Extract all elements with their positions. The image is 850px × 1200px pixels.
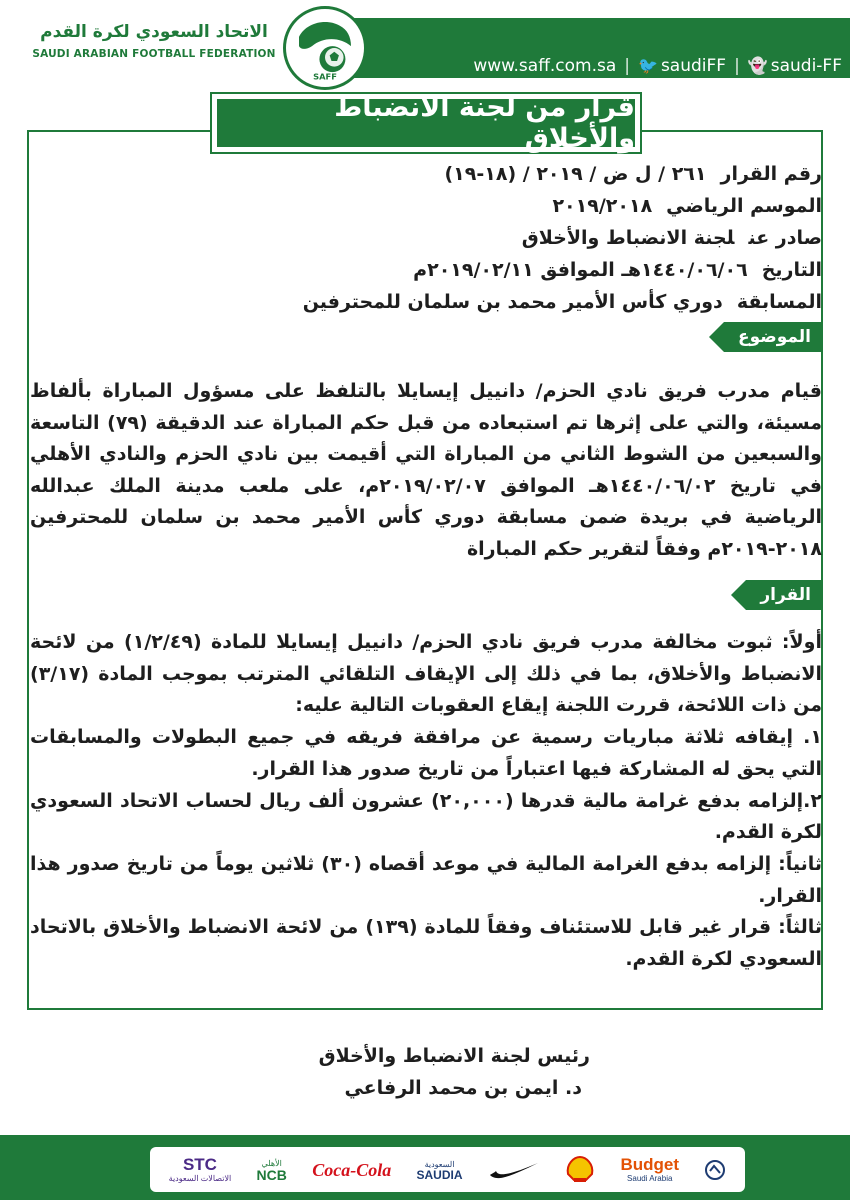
decision-tab: القرار — [746, 580, 823, 610]
meta-row — [302, 286, 822, 318]
federation-name-en: SAUDI ARABIAN FOOTBALL FEDERATION — [32, 48, 276, 60]
snapchat-link[interactable] — [748, 56, 842, 76]
sponsor-saudia — [417, 1159, 463, 1181]
meta-value: ٢٠١٩/٢٠١٨ — [552, 195, 653, 217]
sponsor-stc — [169, 1156, 232, 1183]
meta-value: لجنة الانضباط والأخلاق — [521, 227, 735, 249]
subject-text: قيام مدرب فريق نادي الحزم/ دانييل إيسايلا بالتلفظ على مسؤول المباراة بألفاظ مسيئة، والتي على إثرها تم استبعاده من قبل حكم المباراة عند الدقيقة (٧٩) التاسعة والسبعين من الشوط الثاني من المباراة التي أقيمت بين نادي الحزم والنادي الأهلي في تاريخ ١٤٤٠/٠٦/٠٢هـ الموافق ٢٠١٩/٠٢/٠٧م، على ملعب مدينة الملك عبدالله الرياضية في بريدة ضمن مسابقة دوري كأس الأمير محمد بن سلمان للمحترفين ٢٠١٨-٢٠١٩م وفقاً لتقرير حكم المباراة — [30, 380, 822, 560]
meta-value: دوري كأس الأمير محمد بن سلمان للمحترفين — [302, 291, 723, 313]
meta-value: ١٤٤٠/٠٦/٠٦هـ الموافق ٢٠١٩/٠٢/١١م — [413, 259, 748, 281]
sponsor-budget-sub: Saudi Arabia — [627, 1174, 673, 1183]
sponsor-saudia-ar: السعودية — [424, 1159, 455, 1169]
falcon-ball-icon — [286, 9, 364, 87]
document-title-box — [210, 92, 642, 154]
meta-row — [302, 158, 822, 190]
meta-label: المسابقة — [736, 291, 822, 313]
signature-block — [250, 1040, 590, 1104]
nike-swoosh-icon — [488, 1159, 540, 1181]
divider: | — [734, 56, 740, 76]
decision-paragraph: ثانياً: إلزامه بدفع الغرامة المالية في موعد أقصاه (٣٠) ثلاثين يوماً من تاريخ صدور هذا القرار. — [30, 852, 823, 907]
sponsor-emblem-icon — [704, 1159, 726, 1181]
meta-row — [302, 222, 822, 254]
sponsor-saudia-label: SAUDIA — [416, 1167, 463, 1182]
sponsor-ncb — [257, 1158, 287, 1182]
sponsor-coca-cola: Coca-Cola — [312, 1159, 392, 1180]
sponsor-bar — [150, 1147, 745, 1192]
decision-paragraph: ١. إيقافه ثلاثة مباريات رسمية عن مرافقة فريقه في جميع البطولات والمسابقات التي يحق له المشاركة فيها اعتباراً من تاريخ صدور هذا القرار. — [30, 726, 822, 780]
federation-name-ar: الاتحاد السعودي لكرة القدم — [40, 22, 268, 42]
header-links — [473, 36, 842, 96]
twitter-handle: saudiFF — [660, 56, 727, 76]
sponsor-ncb-label: NCB — [256, 1166, 287, 1183]
meta-row — [302, 190, 822, 222]
saff-logo — [283, 6, 367, 90]
header-contact-bar — [300, 18, 850, 78]
website-link[interactable]: www.saff.com.sa — [473, 56, 617, 76]
decision-paragraph: ثالثاً: قرار غير قابل للاستئناف وفقاً للمادة (١٣٩) من لائحة الانضباط والأخلاق بالاتحاد السعودي لكرة القدم. — [30, 916, 822, 971]
federation-name — [30, 22, 278, 60]
decision-paragraph: ٢.إلزامه بدفع غرامة مالية قدرها (٢٠,٠٠٠) عشرون ألف ريال لحساب الاتحاد السعودي لكرة القدم. — [30, 789, 822, 844]
document-title: قرار من لجنة الانضباط والأخلاق — [217, 99, 635, 147]
meta-label: صادر عن — [748, 227, 822, 249]
meta-value: ٢٦١ / ل ض / ٢٠١٩ / (١٨-١٩) — [444, 163, 707, 185]
signatory-name: د. ايمن بن محمد الرفاعي — [344, 1077, 582, 1099]
signatory-title: رئيس لجنة الانضباط والأخلاق — [318, 1045, 590, 1067]
sponsor-budget — [620, 1156, 679, 1183]
meta-label: رقم القرار — [720, 163, 822, 185]
shell-logo-icon — [565, 1156, 595, 1184]
subject-tab: الموضوع — [724, 322, 823, 352]
twitter-bird-icon: 🐦 — [638, 56, 658, 75]
decision-metadata — [302, 158, 822, 318]
decision-text — [30, 627, 822, 976]
snapchat-ghost-icon: 👻 — [747, 56, 768, 75]
sponsor-budget-label: Budget — [620, 1155, 680, 1174]
sponsor-ncb-ar: الأهلي — [261, 1158, 282, 1168]
sponsor-stc-label: STC — [182, 1155, 217, 1174]
snapchat-handle: saudi-FF — [770, 56, 842, 76]
decision-paragraph: أولاً: ثبوت مخالفة مدرب فريق نادي الحزم/ دانييل إيسايلا للمادة (١/٢/٤٩) من لائحة الانضباط والأخلاق، بما في ذلك إلى الإيقاف التلقائي المترتب بموجب المادة (٣/١٧) من ذات اللائحة، قررت اللجنة إيقاع العقوبات التالية عليه: — [30, 631, 822, 717]
logo-text: SAFF — [313, 71, 337, 82]
meta-row — [302, 254, 822, 286]
meta-label: التاريخ — [761, 259, 822, 281]
meta-label: الموسم الرياضي — [666, 195, 822, 217]
divider: | — [624, 56, 631, 76]
twitter-link[interactable] — [638, 56, 726, 76]
sponsor-stc-sub: الاتصالات السعودية — [168, 1174, 232, 1183]
